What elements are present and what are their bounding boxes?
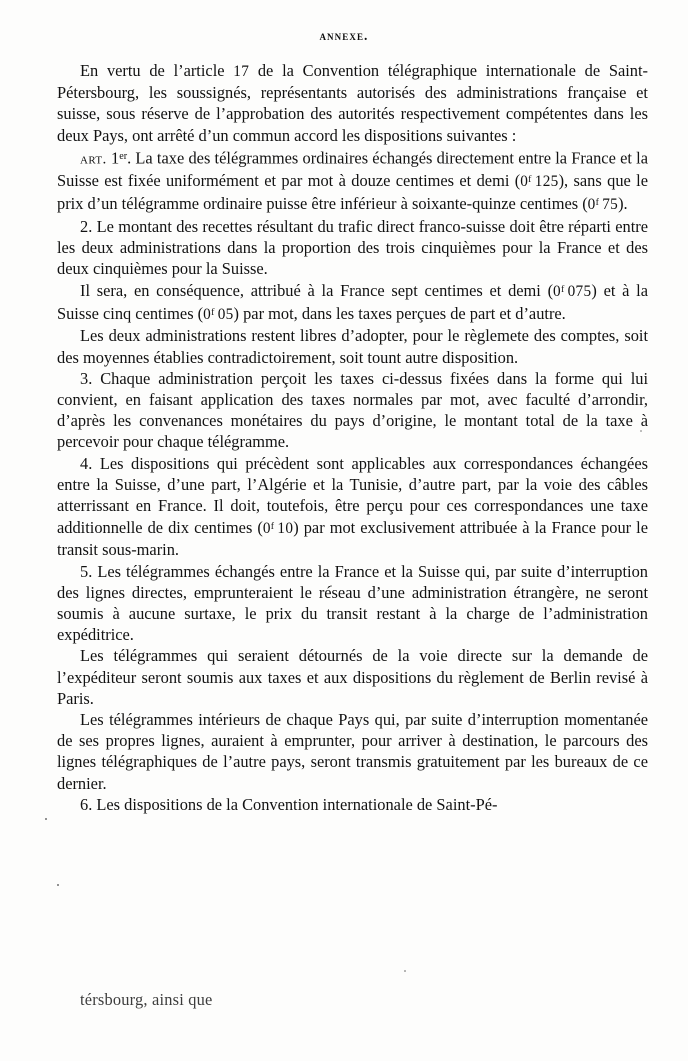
scan-speck: [45, 818, 47, 820]
clipped-bottom-line: [80, 990, 380, 1009]
scan-speck: [404, 970, 406, 972]
clipped-bottom-line-text: térsbourg, ainsi que: [80, 990, 213, 1009]
paragraph-article-5: 5. Les télégrammes échangés entre la France et la Suisse qui, par suite d’interruption des lignes directes, emprunteraient le réseau d’une administration étrangère, ne seront soumis à aucune surtaxe, le prix du transit restant à la charge de l’administration expéditrice.: [57, 561, 648, 645]
paragraph-preamble: En vertu de l’article 17 de la Convention télégraphique internationale de Saint-Pétersbourg, les soussignés, représentants autorisés des administrations française et suisse, sous réserve de l’approbation des autorités respectivement compétentes dans les deux Pays, ont arrêté d’un commun accord les dispositions suivantes :: [57, 61, 648, 145]
body-text-column: [57, 60, 648, 815]
paragraph-article-1: art. 1er. La taxe des télégrammes ordinaires échangés directement entre la France et la Suisse est fixée uniformément et par mot à douze centimes et demi (0$^f$ 125), sans que le prix d’un télégramme ordinaire puisse être inférieur à soixante-quinze centimes (0$^f$ 75).: [57, 148, 649, 214]
paragraph-article-2b: Il sera, en conséquence, attribué à la France sept centimes et demi (0$^f$ 075) et à la Suisse cinq centimes (0$^f$ 05) par mot, dans les taxes perçues de part et d’autre.: [57, 281, 648, 324]
paragraph-article-2: 2. Le montant des recettes résultant du trafic direct franco-suisse doit être réparti entre les deux administrations dans la proportion des trois cinquièmes pour la France et des deux cinquièmes pour la Suisse.: [57, 216, 648, 278]
article-label: art.: [80, 150, 107, 168]
paragraph-article-4: 4. Les dispositions qui précèdent sont applicables aux correspondances échangées entre la Suisse, d’une part, l’Algérie et la Tunisie, d’autre part, par la voie des câbles atterrissant en France. Il doit, toutefois, être perçu pour ces correspondances une taxe additionnelle de dix centimes (0$^f$ 10) par mot exclusivement attribuée à la France pour le transit sous-marin.: [57, 453, 648, 560]
paragraph-article-6: 6. Les dispositions de la Convention internationale de Saint-Pé-: [80, 794, 498, 814]
paragraph-article-5b: Les télégrammes qui seraient détournés de la voie directe sur la demande de l’expéditeur seront soumis aux taxes et aux dispositions du règlement de Berlin revisé à Paris.: [57, 646, 648, 708]
page-title: annexe.: [319, 28, 369, 43]
paragraph-article-3: 3. Chaque administration perçoit les taxes ci-dessus fixées dans la forme qui lui convient, en faisant application des taxes normales par mot, avec faculté d’arrondir, d’après les convenances monétaires du pays d’origine, le montant total de la taxe à percevoir pour chaque télégramme.: [57, 368, 648, 452]
paragraph-article-2c: Les deux administrations restent libres d’adopter, pour le règlemete des comptes, soit des moyennes établies contradictoirement, soit tount autre disposition.: [57, 326, 648, 367]
paragraph-article-5c: Les télégrammes intérieurs de chaque Pays qui, par suite d’interruption momentanée de ses propres lignes, auraient à emprunter, pour arriver à destination, le parcours des lignes télégraphiques de l’autre pays, seront transmis gratuitement par les bureaux de ce dernier.: [57, 709, 648, 793]
scan-speck: [57, 884, 59, 886]
